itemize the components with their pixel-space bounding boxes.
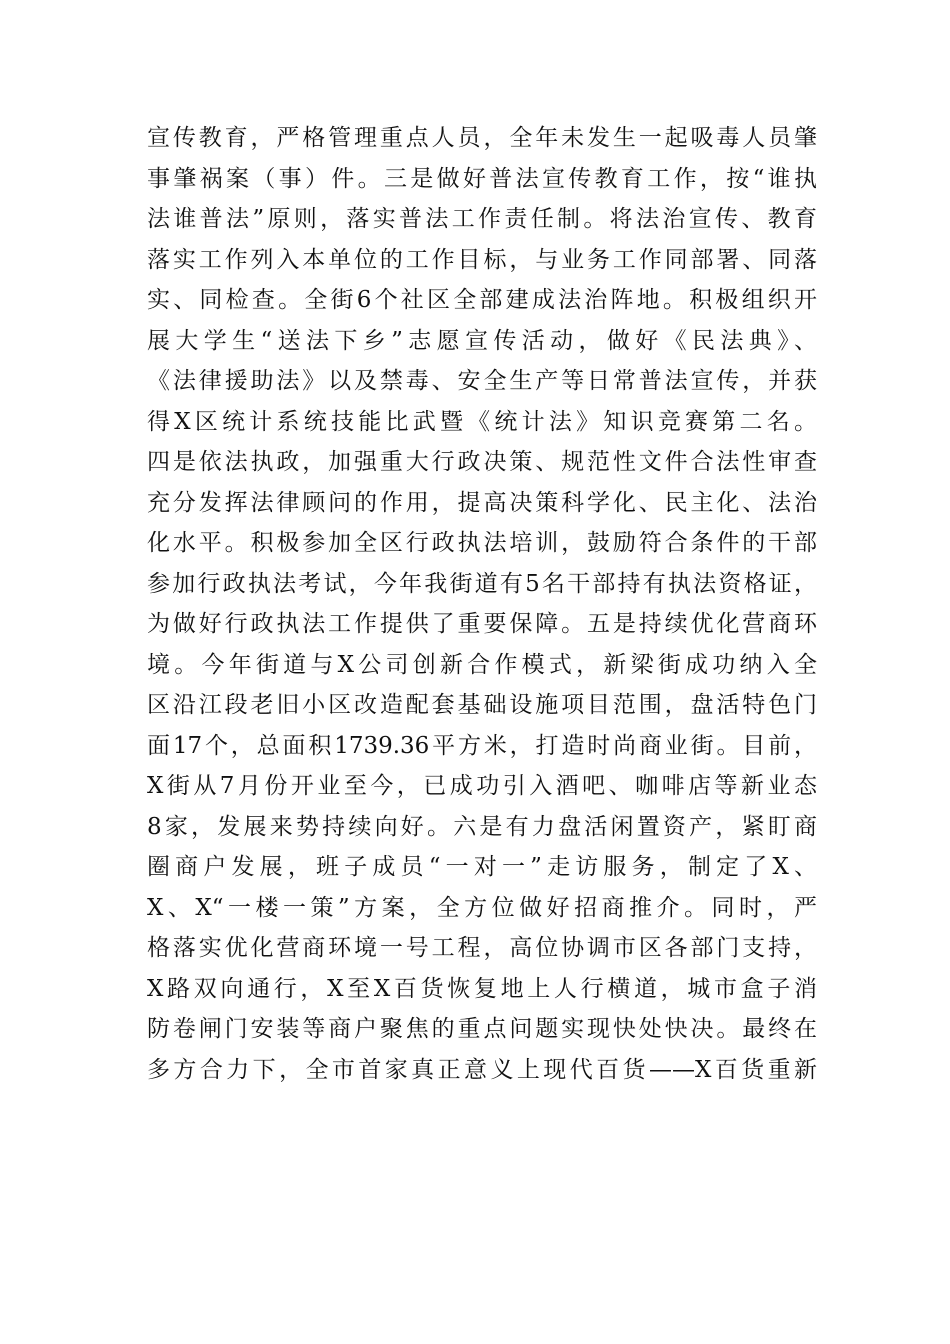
body-text (147, 118, 817, 1090)
text-line: 圈商户发展，班子成员“一对一”走访服务，制定了X、 (147, 854, 817, 880)
text-line: 实、同检查。全街6个社区全部建成法治阵地。积极组织开 (147, 287, 817, 313)
text-line: 参加行政执法考试，今年我街道有5名干部持有执法资格证， (147, 570, 817, 597)
text-line: 为做好行政执法工作提供了重要保障。五是持续优化营商环 (147, 611, 817, 637)
text-line: 多方合力下，全市首家真正意义上现代百货——X百货重新 (147, 1056, 817, 1083)
text-line: 境。今年街道与X公司创新合作模式，新梁街成功纳入全 (147, 651, 817, 678)
text-line: 面17个，总面积1739.36平方米，打造时尚商业街。目前， (147, 732, 817, 759)
text-line: 格落实优化营商环境一号工程，高位协调市区各部门支持， (147, 935, 817, 961)
text-line: 四是依法执政，加强重大行政决策、规范性文件合法性审查 (147, 449, 817, 475)
text-line: 化水平。积极参加全区行政执法培训，鼓励符合条件的干部 (147, 530, 817, 556)
text-line: 防卷闸门安装等商户聚焦的重点问题实现快处快决。最终在 (147, 1016, 817, 1042)
text-line: 法谁普法”原则，落实普法工作责任制。将法治宣传、教育 (147, 206, 817, 232)
text-line: 充分发挥法律顾问的作用，提高决策科学化、民主化、法治 (147, 489, 817, 516)
text-line: 区沿江段老旧小区改造配套基础设施项目范围，盘活特色门 (147, 692, 817, 718)
text-line: 《法律援助法》以及禁毒、安全生产等日常普法宣传，并获 (147, 368, 817, 394)
text-line: X、X“一楼一策”方案，全方位做好招商推介。同时，严 (147, 894, 817, 921)
text-line: 得X区统计系统技能比武暨《统计法》知识竞赛第二名。 (147, 408, 817, 435)
text-line: 事肇祸案（事）件。三是做好普法宣传教育工作，按“谁执 (147, 165, 817, 192)
text-line: 落实工作列入本单位的工作目标，与业务工作同部署、同落 (147, 246, 817, 273)
text-line: X路双向通行，X至X百货恢复地上人行横道，城市盒子消 (147, 975, 817, 1002)
text-line: X街从7月份开业至今，已成功引入酒吧、咖啡店等新业态 (147, 773, 817, 799)
text-line: 宣传教育，严格管理重点人员，全年未发生一起吸毒人员肇 (147, 125, 817, 151)
text-line: 展大学生“送法下乡”志愿宣传活动，做好《民法典》、 (147, 327, 817, 354)
text-line: 8家，发展来势持续向好。六是有力盘活闲置资产，紧盯商 (147, 813, 817, 840)
